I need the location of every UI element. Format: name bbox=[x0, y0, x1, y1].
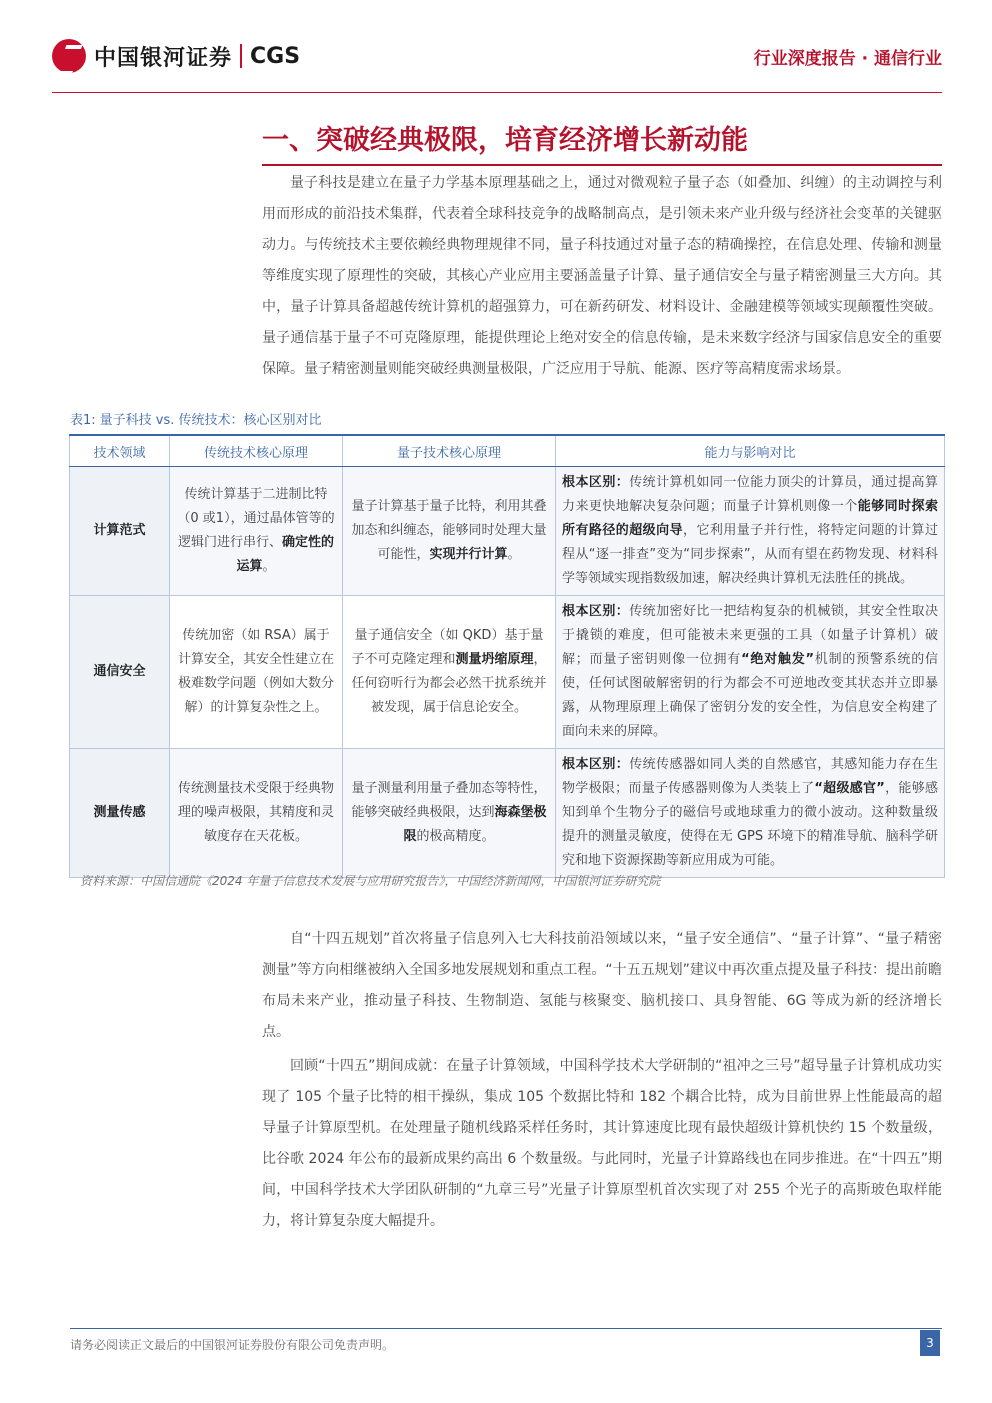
row-impact: 根本区别：传统计算机如同一位能力顶尖的计算员，通过提高算力来更快地解决复杂问题；而量子计算机则像一个能够同时探索所有路径的超级向导，它利用量子并行性，将特定问题的计算过程从“逐一排查”变为“同步探索”，从而有望在药物发现、材料科学等领域实现指数级加速，解决经典计算机无法胜任的挑战。 bbox=[556, 467, 945, 596]
row-traditional: 传统计算基于二进制比特（0 或1），通过晶体管等的逻辑门进行串行、确定性的运算。 bbox=[170, 467, 343, 596]
brand-logo bbox=[52, 36, 300, 76]
table-header-row bbox=[70, 435, 945, 467]
row-field: 计算范式 bbox=[70, 467, 170, 596]
row-field: 测量传感 bbox=[70, 749, 170, 878]
table-caption-text: 量子科技 vs. 传统技术：核心区别对比 bbox=[99, 413, 322, 428]
header-impact: 能力与影响对比 bbox=[556, 435, 945, 467]
row-quantum: 量子计算基于量子比特，利用其叠加态和纠缠态，能够同时处理大量可能性，实现并行计算。 bbox=[343, 467, 556, 596]
row-quantum: 量子通信安全（如 QKD）基于量子不可克隆定理和测量坍缩原理，任何窃听行为都会必然干扰系统并被发现，属于信息论安全。 bbox=[343, 596, 556, 749]
paragraph-intro: 量子科技是建立在量子力学基本原理基础之上，通过对微观粒子量子态（如叠加、纠缠）的主动调控与利用而形成的前沿技术集群，代表着全球科技竞争的战略制高点，是引领未来产业升级与经济社会变革的关键驱动力。与传统技术主要依赖经典物理规律不同，量子科技通过对量子态的精确操控，在信息处理、传输和测量等维度实现了原理性的突破，其核心产业应用主要涵盖量子计算、量子通信安全与量子精密测量三大方向。其中，量子计算具备超越传统计算机的超强算力，可在新药研发、材料设计、金融建模等领域实现颠覆性突破。量子通信基于量子不可克隆原理，能提供理论上绝对安全的信息传输，是未来数字经济与国家信息安全的重要保障。量子精密测量则能突破经典测量极限，广泛应用于导航、能源、医疗等高精度需求场景。 bbox=[262, 175, 942, 377]
report-type: 行业深度报告 · 通信行业 bbox=[753, 49, 942, 69]
logo-divider bbox=[240, 44, 242, 68]
header-traditional: 传统技术核心原理 bbox=[170, 435, 343, 467]
table-row bbox=[70, 596, 945, 749]
logo-text-cn: 中国银河证券 bbox=[94, 45, 233, 71]
paragraph-policy: 自“十四五规划”首次将量子信息列入七大科技前沿领域以来，“量子安全通信”、“量子计算”、“量子精密测量”等方向相继被纳入全国多地发展规划和重点工程。“十五五规划”建议中再次重点提及量子科技：提出前瞻布局未来产业，推动量子科技、生物制造、氢能与核聚变、脑机接口、具身智能、6G 等成为新的经济增长点。 bbox=[262, 931, 942, 1040]
footer-disclaimer: 请务必阅读正文最后的中国银河证券股份有限公司免责声明。 bbox=[70, 1338, 395, 1352]
logo-icon bbox=[52, 39, 86, 73]
logo-text-en: CGS bbox=[250, 43, 301, 69]
row-traditional: 传统加密（如 RSA）属于计算安全，其安全性建立在极难数学问题（例如大数分解）的计算复杂性之上。 bbox=[170, 596, 343, 749]
row-impact: 根本区别：传统加密好比一把结构复杂的机械锁，其安全性取决于撬锁的难度，但可能被未来更强的工具（如量子计算机）破解；而量子密钥则像一位拥有“绝对触发”机制的预警系统的信使，任何试图破解密钥的行为都会不可逆地改变其状态并立即暴露，从物理原理上确保了密钥分发的安全性，为信息安全构建了面向未来的屏障。 bbox=[556, 596, 945, 749]
comparison-table bbox=[69, 434, 945, 878]
section-title: 一、突破经典极限，培育经济增长新动能 bbox=[262, 125, 748, 156]
header-field: 技术领域 bbox=[70, 435, 170, 467]
table-caption bbox=[70, 409, 322, 428]
paragraph-achievements: 回顾“十四五”期间成就：在量子计算领域，中国科学技术大学研制的“祖冲之三号”超导量子计算机成功实现了 105 个量子比特的相干操纵，集成 105 个数据比特和 182 个耦合比特，成为目前世界上性能最高的超导量子计算原型机。在处理量子随机线路采样任务时，其计算速度比现有最快超级计算机快约 15 个数量级，比谷歌 2024 年公布的最新成果约高出 6 个数量级。与此同时，光量子计算路线也在同步推进。在“十四五”期间，中国科学技术大学团队研制的“九章三号”光量子计算原型机首次实现了对 255 个光子的高斯玻色取样能力，将计算复杂度大幅提升。 bbox=[262, 1058, 942, 1229]
row-quantum: 量子测量利用量子叠加态等特性，能够突破经典极限，达到海森堡极限的极高精度。 bbox=[343, 749, 556, 878]
row-field: 通信安全 bbox=[70, 596, 170, 749]
section-underline bbox=[262, 164, 942, 166]
table-row bbox=[70, 749, 945, 878]
table-caption-key: 表1: bbox=[70, 413, 96, 428]
row-traditional: 传统测量技术受限于经典物理的噪声极限，其精度和灵敏度存在天花板。 bbox=[170, 749, 343, 878]
page-number: 3 bbox=[920, 1330, 940, 1356]
header-divider bbox=[52, 92, 942, 93]
table-row bbox=[70, 467, 945, 596]
row-impact: 根本区别：传统传感器如同人类的自然感官，其感知能力存在生物学极限；而量子传感器则像为人类装上了“超级感官”，能够感知到单个生物分子的磁信号或地球重力的微小波动。这种数量级提升的测量灵敏度，使得在无 GPS 环境下的精准导航、脑科学研究和地下资源探勘等新应用成为可能。 bbox=[556, 749, 945, 878]
header-quantum: 量子技术核心原理 bbox=[343, 435, 556, 467]
footer-divider bbox=[70, 1328, 942, 1329]
table-source: 资料来源：中国信通院《2024 年量子信息技术发展与应用研究报告》，中国经济新闻网，中国银河证券研究院 bbox=[80, 874, 661, 888]
